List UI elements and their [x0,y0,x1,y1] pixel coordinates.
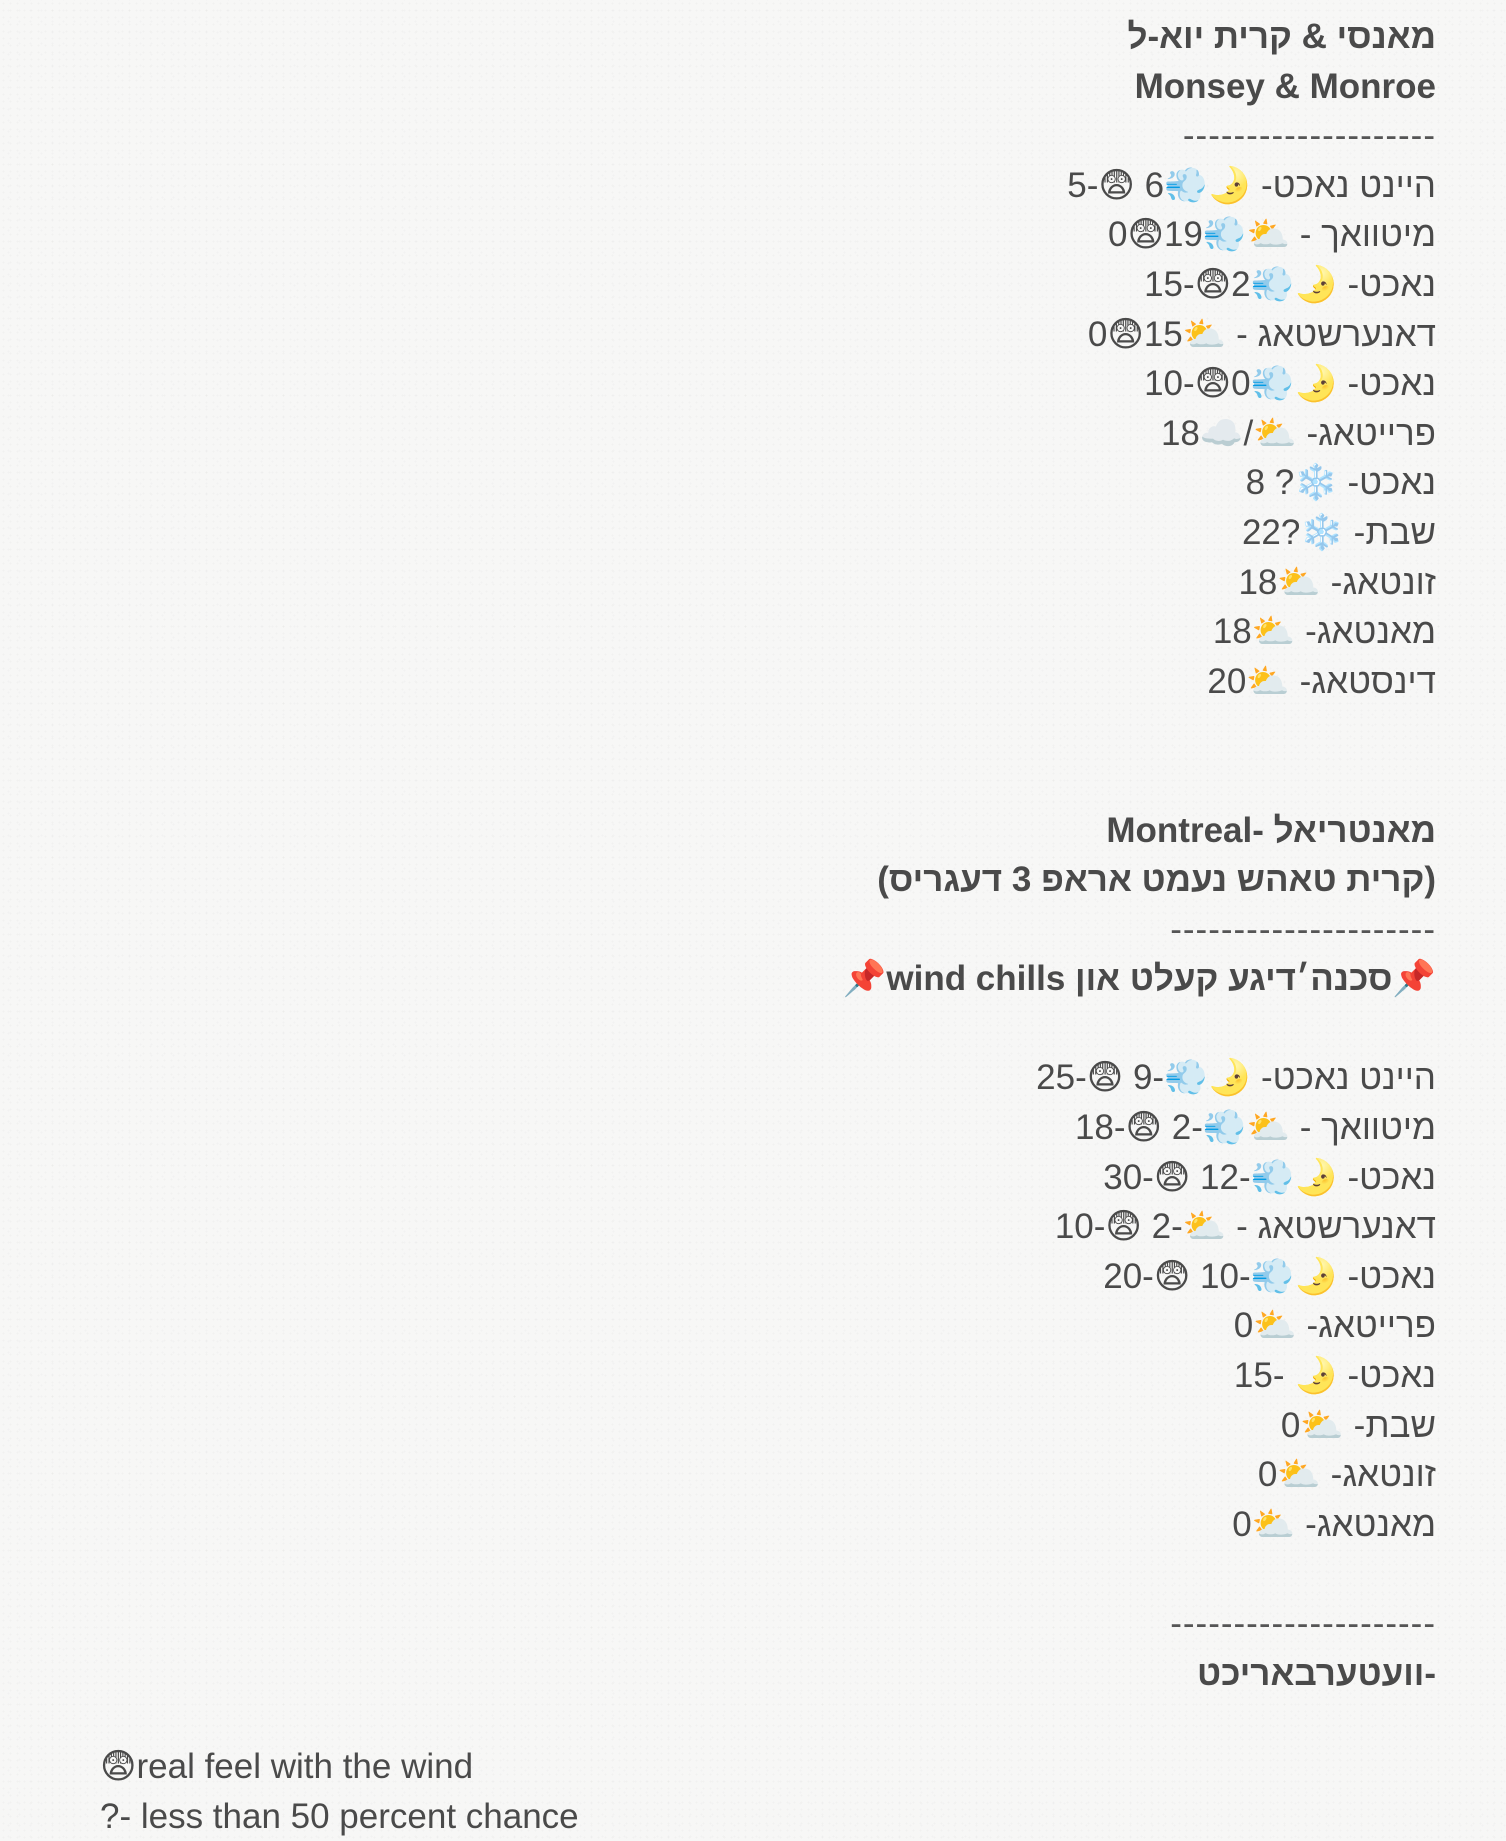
monsey-forecast-list [56,161,1436,707]
signature: -וועטערבאריכט [1196,1653,1436,1693]
monsey-forecast-row: מאנטאג- ⛅18 [1212,612,1436,652]
montreal-forecast-row: נאכט- 🌛 -15 [1233,1356,1436,1396]
weather-note [56,12,1436,1698]
monsey-title-english: Monsey & Monroe [1134,66,1436,106]
montreal-forecast-row: נאכט- 🌛💨-12 😨-30 [1103,1157,1436,1197]
montreal-forecast-row: פרייטאג- ⛅0 [1233,1306,1436,1346]
monsey-forecast-row: מיטוואך - ⛅💨19😨0 [1107,215,1436,255]
montreal-forecast-row: נאכט- 🌛💨-10 😨-20 [1103,1256,1436,1296]
legend [100,1742,579,1841]
montreal-forecast-list [56,1053,1436,1549]
monsey-forecast-row: שבת- ❄️?22 [1241,512,1436,552]
spacer [56,1549,1436,1599]
montreal-forecast-row: דאנערשטאג - ⛅-2 😨-10 [1054,1207,1436,1247]
monsey-forecast-row: דאנערשטאג - ⛅15😨0 [1087,314,1436,354]
monsey-divider: -------------------- [1182,116,1436,156]
montreal-forecast-row: שבת- ⛅0 [1280,1405,1436,1445]
legend-item-chance: ?- less than 50 percent chance [100,1796,579,1836]
monsey-forecast-row: זונטאג- ⛅18 [1238,562,1436,602]
montreal-warning: 📌סכנה׳דיגע קעלט און wind chills📌 [842,959,1436,999]
monsey-forecast-row: נאכט- 🌛💨2😨-15 [1144,264,1436,304]
montreal-divider: --------------------- [1170,909,1436,949]
spacer [56,706,1436,756]
monsey-forecast-row: דינסטאג- ⛅20 [1207,661,1436,701]
footer-divider: --------------------- [1170,1604,1436,1643]
monsey-forecast-row: נאכט- 🌛💨0😨-10 [1144,364,1436,404]
monsey-forecast-row: פרייטאג- ⛅/☁️18 [1160,413,1436,453]
montreal-forecast-row: מאנטאג- ⛅0 [1232,1504,1436,1544]
spacer [56,756,1436,806]
montreal-title: מאנטריאל -Montreal [1106,810,1436,850]
montreal-forecast-row: מיטוואך - ⛅💨-2 😨-18 [1074,1108,1436,1148]
legend-item-wind: 😨real feel with the wind [100,1747,474,1786]
montreal-forecast-row: היינט נאכט- 🌛💨-9 😨-25 [1036,1058,1436,1098]
monsey-title-hebrew: מאנסי & קרית יוא-ל [1127,17,1436,56]
spacer [56,1004,1436,1054]
montreal-subtitle: (קרית טאהש נעמט אראפ 3 דעגריס) [877,860,1436,900]
montreal-forecast-row: זונטאג- ⛅0 [1257,1455,1436,1495]
monsey-forecast-row: נאכט- ❄️? 8 [1245,463,1436,503]
monsey-forecast-row: היינט נאכט- 🌛💨6 😨-5 [1067,165,1436,205]
